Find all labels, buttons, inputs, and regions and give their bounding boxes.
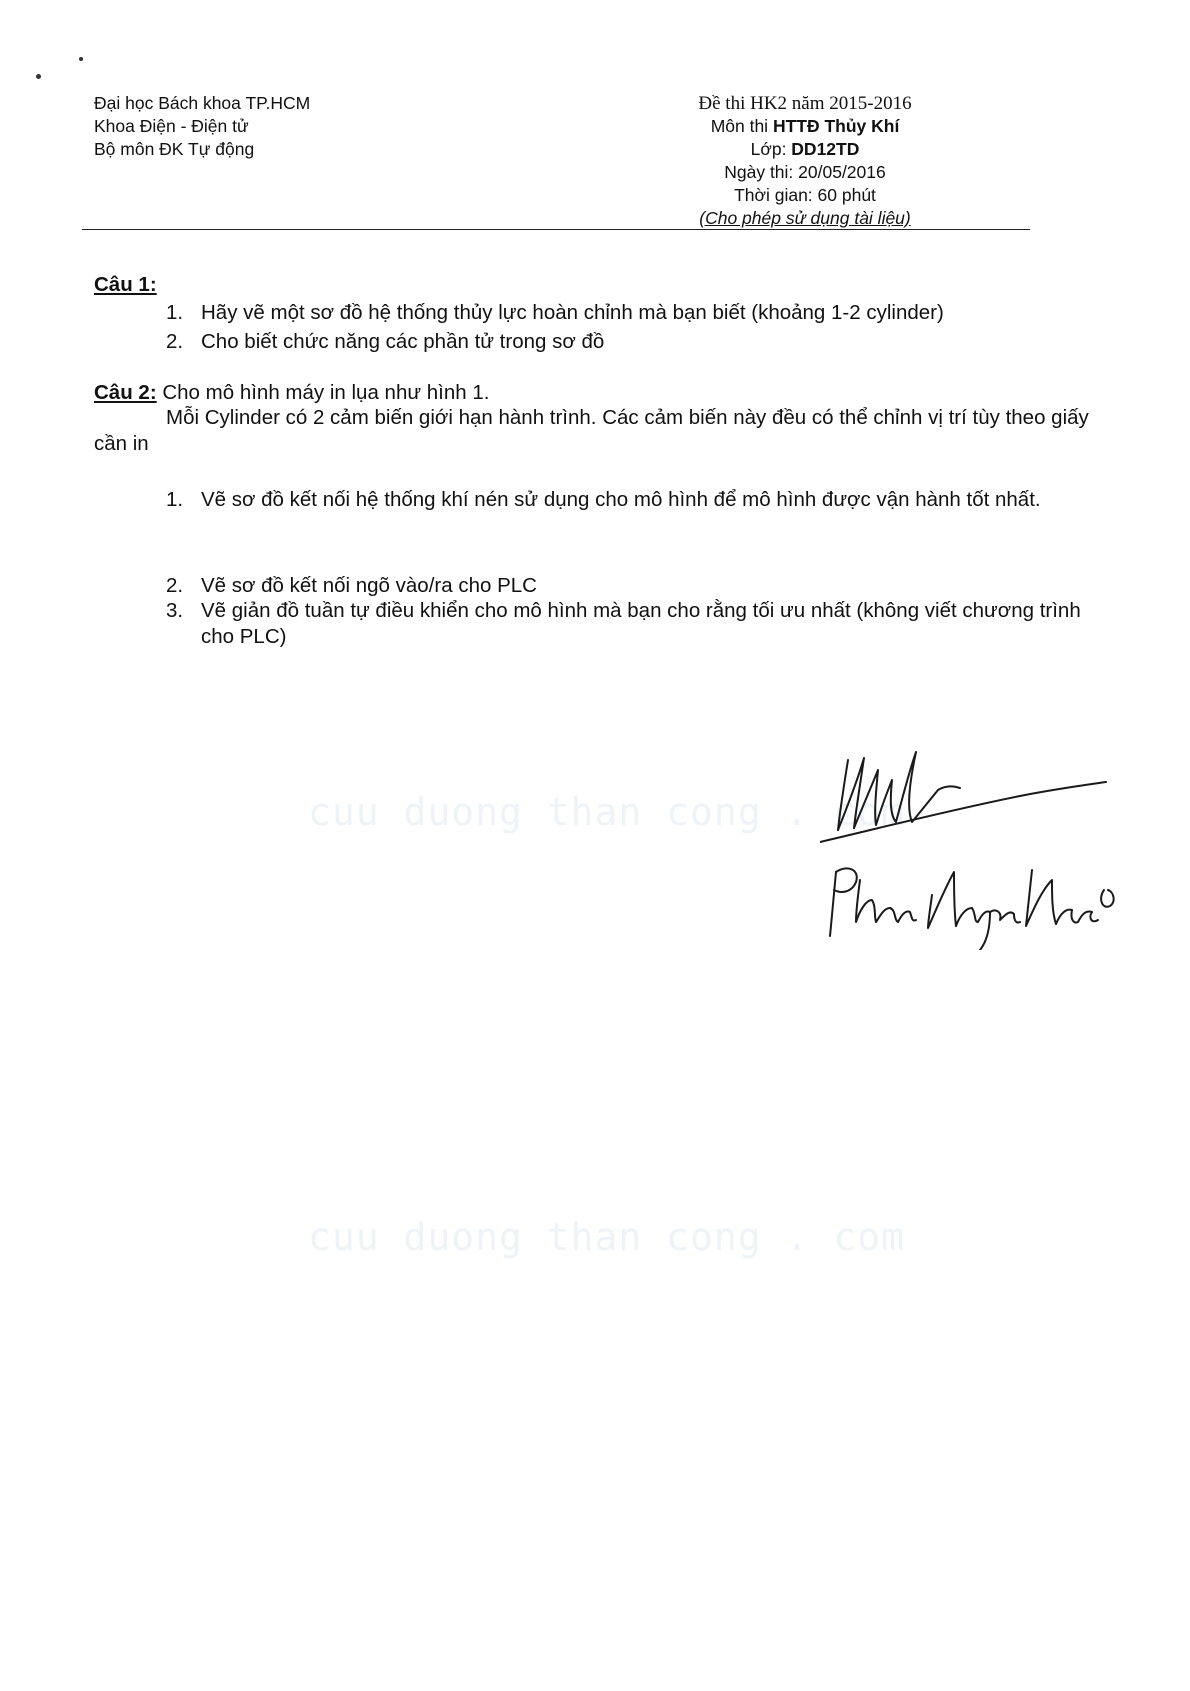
item-number: 2. [166, 574, 184, 597]
header-left [94, 92, 310, 161]
question2-heading [94, 380, 489, 406]
university-name: Đại học Bách khoa TP.HCM [94, 93, 311, 113]
item-number: 2. [166, 330, 184, 353]
item-text: Vẽ sơ đồ kết nối hệ thống khí nén sử dụng cho mô hình để mô hình được vận hành tốt nhất. [201, 488, 1041, 511]
item-number: 1. [166, 301, 184, 324]
subject-name: HTTĐ Thủy Khí [772, 116, 900, 136]
department-name: Bộ môn ĐK Tự động [94, 139, 255, 159]
item-text: Vẽ giản đồ tuần tự điều khiển cho mô hình mà bạn cho rằng tối ưu nhất (không viết chương trình cho PLC) [201, 599, 1081, 648]
class-line [590, 138, 1020, 161]
item-text: Vẽ sơ đồ kết nối ngõ vào/ra cho PLC [201, 574, 537, 597]
item-text: Hãy vẽ một sơ đồ hệ thống thủy lực hoàn chỉnh mà bạn biết (khoảng 1-2 cylinder) [201, 301, 944, 324]
class-code: DD12TD [791, 139, 860, 159]
class-prefix: Lớp: [750, 139, 792, 159]
header-divider [82, 229, 1030, 230]
exam-duration: Thời gian: 60 phút [734, 185, 876, 205]
scan-speck [36, 74, 41, 79]
exam-title: Đề thi HK2 năm 2015-2016 [698, 93, 912, 114]
question2-title: Câu 2: [94, 381, 157, 404]
watermark: cuu duong than cong . com [308, 1215, 905, 1259]
exam-note: (Cho phép sử dụng tài liệu) [699, 208, 911, 228]
item-number: 3. [166, 599, 184, 622]
question1-title: Câu 1: [94, 273, 157, 296]
question2-description: Mỗi Cylinder có 2 cảm biến giới hạn hành trình. Các cảm biến này đều có thể chỉnh vị trí tùy theo giấy cần in [94, 406, 1089, 455]
faculty-name: Khoa Điện - Điện tử [94, 116, 249, 136]
handwritten-signature [820, 730, 1130, 950]
header-right [590, 92, 1020, 230]
item-text: Cho biết chức năng các phần tử trong sơ đồ [201, 330, 605, 353]
subject-line [590, 115, 1020, 138]
question2-intro: Cho mô hình máy in lụa như hình 1. [156, 381, 490, 404]
scan-speck [79, 57, 83, 61]
subject-prefix: Môn thi [710, 116, 773, 136]
exam-date: Ngày thi: 20/05/2016 [724, 162, 886, 182]
watermark: cuu duong than cong . com [308, 790, 905, 834]
item-number: 1. [166, 488, 184, 511]
